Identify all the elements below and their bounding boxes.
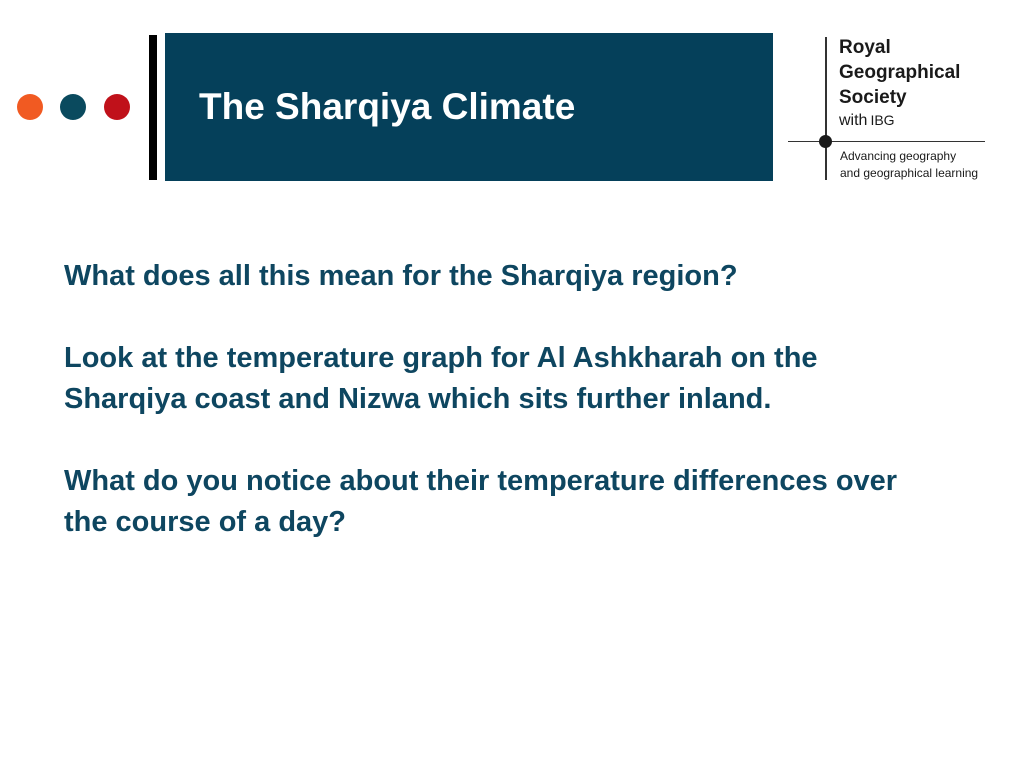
- decor-dot-red: [104, 94, 130, 120]
- logo-vertical-line: [825, 37, 827, 180]
- logo-ibg-label: IBG: [870, 112, 895, 128]
- logo-with: [839, 112, 895, 130]
- logo-tagline: [840, 148, 978, 182]
- paragraph-question-differences: What do you notice about their temperature differences over the course of a day?: [64, 465, 898, 538]
- logo-horizontal-line: [788, 141, 985, 142]
- paragraph-question-region: What does all this mean for the Sharqiya region?: [64, 260, 738, 292]
- logo-tagline-line-2: and geographical learning: [840, 166, 979, 180]
- logo-name-line-2: Geographical: [839, 62, 961, 83]
- slide-title: The Sharqiya Climate: [199, 86, 576, 127]
- logo-with-label: with: [839, 112, 868, 129]
- decor-dot-teal: [60, 94, 86, 120]
- paragraph-temperature-graph: Look at the temperature graph for Al Ashkharah on the Sharqiya coast and Nizwa which sits further inland.: [64, 342, 818, 415]
- decor-vertical-bar: [149, 35, 157, 180]
- rgs-logo: [788, 33, 998, 183]
- title-banner: [165, 33, 773, 181]
- logo-node-icon: [819, 135, 832, 148]
- logo-tagline-line-1: Advancing geography: [840, 149, 957, 163]
- logo-name: [839, 35, 960, 110]
- decor-dot-orange: [17, 94, 43, 120]
- slide-body: [64, 256, 924, 584]
- logo-name-line-3: Society: [839, 87, 907, 108]
- logo-name-line-1: Royal: [839, 37, 891, 58]
